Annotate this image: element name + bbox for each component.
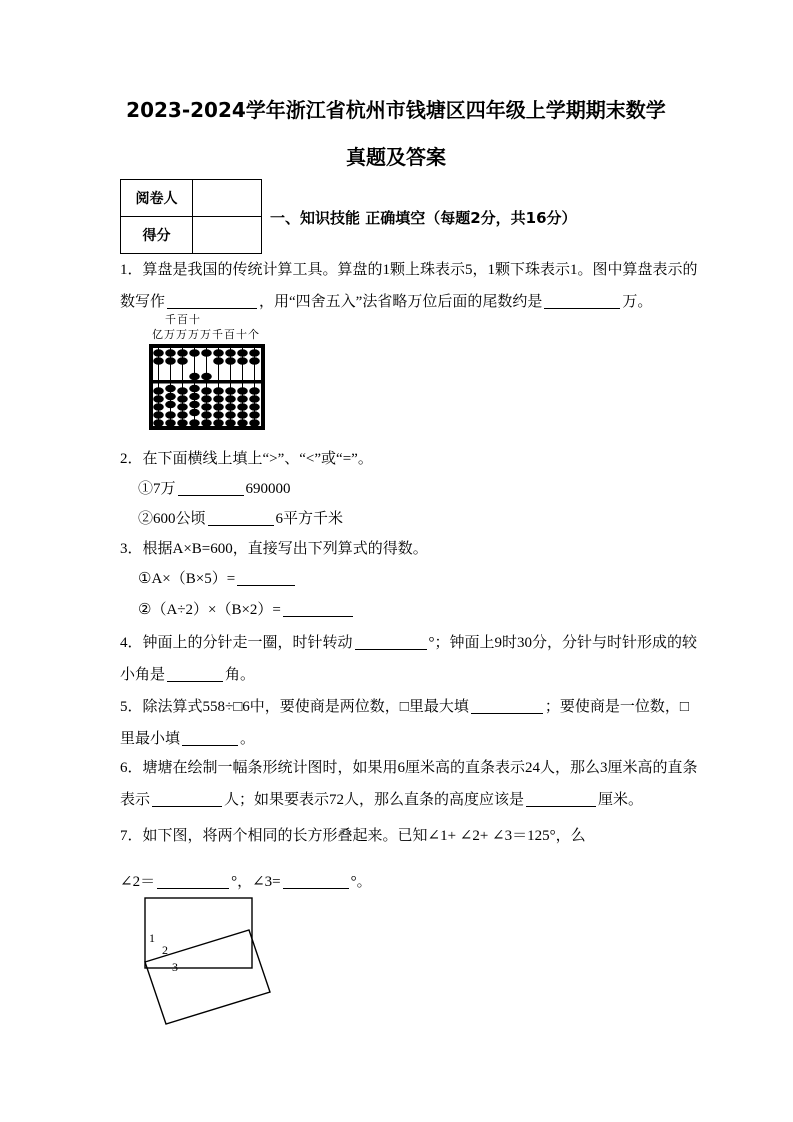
reviewer-empty-cell (193, 180, 261, 216)
q4-line1 (120, 632, 697, 654)
q4-blank-degrees (355, 633, 427, 650)
q5-line2-text-b: 。 (240, 731, 256, 747)
q3-item2 (138, 599, 355, 621)
q6-blank-people (152, 790, 222, 807)
score-table-row-reviewer (121, 180, 261, 216)
q5-line2 (120, 728, 255, 750)
q5-line1-text-a: 5．除法算式558÷□6中，要使商是两位数，□里最大填 (120, 699, 469, 715)
q2-item2-text-b: 6平方千米 (275, 511, 344, 527)
q2-item2-text-a: ②600公顷 (138, 511, 206, 527)
q4-line2-text-a: 小角是 (120, 667, 166, 683)
score-table-row-score (121, 216, 261, 253)
q3-item1-blank (237, 569, 295, 586)
score-label: 得分 (121, 217, 193, 253)
q4-line2-text-b: 角。 (225, 667, 256, 683)
q2-item1-blank (178, 479, 244, 496)
q2-item1-text-a: ①7万 (138, 481, 176, 497)
q1-line1: 1．算盘是我国的传统计算工具。算盘的1颗上珠表示5，1颗下珠表示1。图中算盘表示的 (120, 262, 698, 278)
q5-line1 (120, 696, 689, 718)
q7-line2-text-a: ∠2＝ (120, 874, 156, 890)
abacus-image (149, 344, 265, 430)
q4-line1-text-a: 4．钟面上的分针走一圈，时针转动 (120, 635, 353, 651)
q2-item1-text-b: 690000 (245, 481, 291, 497)
abacus-place-labels-top: 千百十 (165, 314, 201, 326)
q1-blank-number (167, 292, 257, 309)
q2-item1 (138, 478, 291, 500)
angle-2-label: 2 (162, 943, 168, 957)
q1-line2 (120, 291, 652, 313)
angle-3-label: 3 (172, 960, 178, 974)
q5-blank-min (182, 729, 238, 746)
q2-item2-blank (208, 509, 274, 526)
page-title-line2: 真题及答案 (346, 145, 446, 169)
q5-line2-text-a: 里最小填 (120, 731, 181, 747)
q2-stem: 2．在下面横线上填上“>”、“<”或“=”。 (120, 451, 373, 467)
score-empty-cell (193, 217, 261, 253)
q7-line2-text-c: °。 (350, 874, 372, 890)
q6-line1: 6．塘塘在绘制一幅条形统计图时，如果用6厘米高的直条表示24人，那么3厘米高的直条 (120, 760, 698, 776)
q4-blank-angle (167, 665, 223, 682)
q6-line2-text-a: 表示 (120, 792, 151, 808)
q3-stem: 3．根据A×B=600，直接写出下列算式的得数。 (120, 541, 428, 557)
section-heading: 一、知识技能 正确填空（每题2分，共16分） (270, 209, 577, 227)
q1-blank-rounded (544, 292, 620, 309)
q1-line2-text-a: 数写作 (120, 294, 166, 310)
q3-item2-blank (283, 600, 353, 617)
q3-item1-text: ①A×（B×5）= (138, 571, 236, 587)
page-title-line1: 2023-2024学年浙江省杭州市钱塘区四年级上学期期末数学 (126, 98, 666, 122)
q7-line2-text-b: °，∠3= (231, 874, 281, 890)
q2-item2 (138, 508, 343, 530)
q5-line1-text-b: ；要使商是一位数，□ (544, 699, 689, 715)
reviewer-label: 阅卷人 (121, 180, 193, 216)
q3-item1 (138, 568, 297, 590)
q7-line1: 7．如下图，将两个相同的长方形叠起来。已知∠1+ ∠2+ ∠3＝125°，么 (120, 828, 586, 844)
q4-line1-text-b: °；钟面上9时30分，分针与时针形成的较 (428, 635, 698, 651)
q7-blank-angle2 (157, 872, 229, 889)
q6-line2-text-c: 厘米。 (598, 792, 644, 808)
q6-line2 (120, 789, 643, 811)
score-table (120, 179, 262, 254)
q5-blank-max (471, 697, 543, 714)
overlapping-rectangles-figure (133, 888, 308, 1038)
q1-line2-text-b: ，用“四舍五入”法省略万位后面的尾数约是 (259, 294, 543, 310)
q1-line2-text-c: 万。 (622, 294, 653, 310)
q7-blank-angle3 (283, 872, 349, 889)
q6-line2-text-b: 人；如果要表示72人，那么直条的高度应该是 (224, 792, 525, 808)
q6-blank-height (526, 790, 596, 807)
q3-item2-text: ②（A÷2）×（B×2）= (138, 602, 281, 618)
abacus-place-labels-bottom: 亿万万万万千百十个 (152, 329, 260, 341)
q4-line2 (120, 664, 255, 686)
angle-1-label: 1 (149, 931, 155, 945)
